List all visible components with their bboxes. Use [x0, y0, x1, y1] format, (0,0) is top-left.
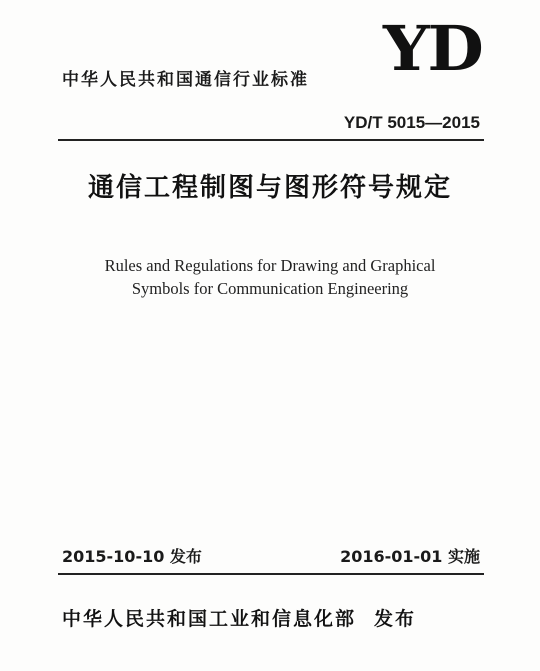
document-title-chinese: 通信工程制图与图形符号规定 — [87, 173, 452, 203]
english-title-line-1: Rules and Regulations for Drawing and Graphical — [104, 256, 436, 275]
industry-standard-label: 中华人民共和国通信行业标准 — [62, 70, 309, 90]
yd-logo: YD — [383, 12, 482, 85]
implementation-date: 2016-01-01 实施 — [340, 547, 480, 566]
issue-date: 2015-10-10 发布 — [62, 547, 202, 566]
publisher-line — [62, 607, 416, 631]
publisher-action: 发布 — [374, 608, 417, 630]
english-title-line-2: Symbols for Communication Engineering — [131, 279, 409, 298]
bottom-divider — [58, 573, 484, 575]
publisher-name: 中华人民共和国工业和信息化部 — [62, 608, 357, 630]
document-title-english — [0, 254, 540, 300]
standard-number: YD/T 5015—2015 — [343, 113, 480, 132]
top-divider — [58, 139, 484, 141]
